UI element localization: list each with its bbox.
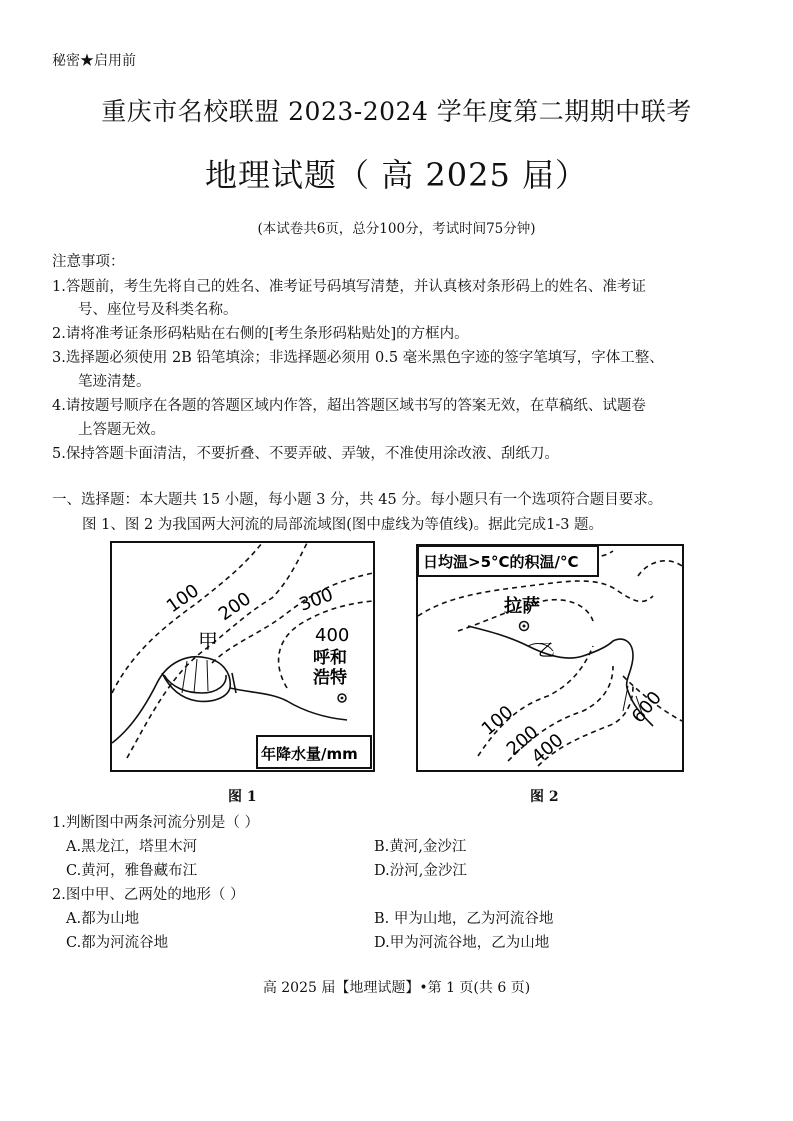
note-item: 笔迹清楚。 [78,374,151,390]
label-200: 200 [214,588,256,626]
question-2-option-a: A.都为山地 [66,911,140,927]
note-item: 4.请按题号顺序在各题的答题区域内作答，超出答题区域书写的答案无效，在草稿纸、试题卷 [52,398,646,414]
label-400: 400 [527,729,568,768]
question-1-stem: 1.判断图中两条河流分别是（ ） [52,815,259,831]
figure-1-map [110,541,375,772]
question-1-option-b: B.黄河,金沙江 [374,839,467,855]
label-jia: 甲 [198,629,218,653]
notes-title: 注意事项： [52,254,125,270]
note-item: 5.保持答题卡面清洁，不要折叠、不要弄破、弄皱，不准使用涂改液、刮纸刀。 [52,446,559,462]
figure-2-svg [418,546,682,770]
question-1-option-a: A.黑龙江，塔里木河 [66,839,198,855]
isoline-100 [112,543,262,693]
city-label-line2: 浩特 [313,668,347,688]
exam-title: 重庆市名校联盟 2023-2024 学年度第二期期中联考 [101,97,692,126]
label-300: 300 [296,584,336,616]
question-2-option-c: C.都为河流谷地 [66,935,169,951]
section-intro: 图 1、图 2 为我国两大河流的局部流域图(图中虚线为等值线)。据此完成1-3 题。 [82,517,604,533]
figure-2-map [416,544,684,772]
figure-2-caption: 图 2 [530,789,559,805]
note-item: 3.选择题必须使用 2B 铅笔填涂；非选择题必须用 0.5 毫米黑色字迹的签字笔填写，字体工整、 [52,350,664,366]
legend-label: 日均温>5°C的积温/°C [423,553,579,571]
river-1 [112,657,347,743]
label-200: 200 [502,721,543,760]
label-100: 100 [477,701,518,740]
question-1-option-c: C.黄河，雅鲁藏布江 [66,863,198,879]
question-2-option-d: D.甲为河流谷地，乙为山地 [374,935,550,951]
note-item: 号、座位号及科类名称。 [78,302,238,318]
question-1-option-d: D.汾河,金沙江 [374,863,467,879]
label-600: 600 [627,687,666,728]
section-heading: 一、选择题：本大题共 15 小题，每小题 3 分，共 45 分。每小题只有一个选项符合题目要求。 [52,492,663,508]
question-2-stem: 2.图中甲、乙两处的地形（ ） [52,887,245,903]
label-lhasa: 拉萨 [504,596,540,617]
question-2-option-b: B. 甲为山地，乙为河流谷地 [374,911,554,927]
legend-label: 年降水量/mm [261,745,358,763]
city-label-line1: 呼和 [313,648,347,668]
note-item: 1.答题前，考生先将自己的姓名、准考证号码填写清楚，并认真核对条形码上的姓名、准考证 [52,279,646,295]
exam-info: (本试卷共6页，总分100分，考试时间75分钟) [257,221,536,237]
note-item: 2.请将准考证条形码粘贴在右侧的[考生条形码粘贴处]的方框内。 [52,326,469,342]
confidential-mark: 秘密★启用前 [52,53,136,69]
label-yi: 乙 [538,641,555,661]
figure-1-caption: 图 1 [228,789,257,805]
page-footer: 高 2025 届【地理试题】•第 1 页(共 6 页) [262,980,531,996]
note-item: 上答题无效。 [78,422,165,438]
label-400: 400 [315,625,350,646]
figure-1-svg [112,543,373,770]
label-100: 100 [162,580,204,618]
subject-title: 地理试题（ 高 2025 届） [205,156,588,194]
